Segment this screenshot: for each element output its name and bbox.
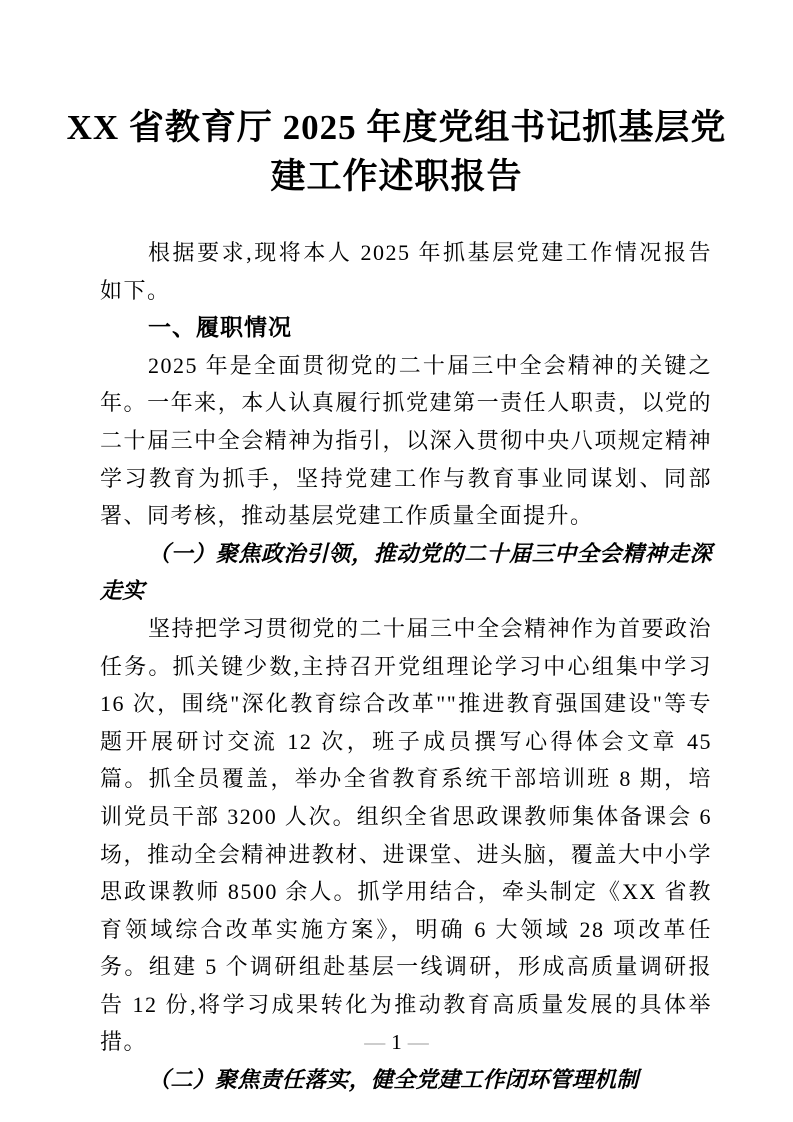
section-heading-performance: 一、履职情况 — [148, 314, 292, 341]
subsection-heading-political-guidance: （一）聚焦政治引领，推动党的二十届三中全会精神走深走实 — [100, 540, 712, 604]
page-number-value: 1 — [391, 1030, 402, 1054]
page-number-dash-right: — — [407, 1030, 429, 1054]
page-number-dash-left: — — [364, 1030, 386, 1054]
document-title — [0, 0, 793, 201]
page-number — [0, 1028, 793, 1056]
paragraph-overview: 2025 年是全面贯彻党的二十届三中全会精神的关键之年。一年来，本人认真履行抓党建第一责任人职责，以党的二十届三中全会精神为指引，以深入贯彻中央八项规定精神学习教育为抓手，坚持党建工作与教育事业同谋划、同部署、同考核，推动基层党建工作质量全面提升。 — [100, 352, 712, 529]
document-title-line-2: 建工作述职报告 — [270, 157, 523, 196]
document-title-line-1: XX 省教育厅 2025 年度党组书记抓基层党 — [66, 108, 727, 147]
paragraph-political-guidance: 坚持把学习贯彻党的二十届三中全会精神作为首要政治任务。抓关键少数,主持召开党组理论学习中心组集中学习 16 次，围绕"深化教育综合改革""推进教育强国建设"等专题开展研讨交流 12 次，班子成员撰写心得体会文章 45 篇。抓全员覆盖，举办全省教育系统干部培训班 8 期，培训党员干部 3200 人次。组织全省思政课教师集体备课会 6 场，推动全会精神进教材、进课堂、进头脑，覆盖大中小学思政课教师 8500 余人。抓学用结合，牵头制定《XX 省教育领域综合改革实施方案》，明确 6 大领域 28 项改革任务。组建 5 个调研组赴基层一线调研，形成高质量调研报告 12 份,将学习成果转化为推动教育高质量发展的具体举措。 — [100, 615, 713, 1055]
paragraph-intro: 根据要求,现将本人 2025 年抓基层党建工作情况报告如下。 — [100, 240, 712, 303]
subsection-heading-responsibility: （二）聚焦责任落实，健全党建工作闭环管理机制 — [148, 1067, 639, 1093]
document-body — [100, 234, 712, 1099]
